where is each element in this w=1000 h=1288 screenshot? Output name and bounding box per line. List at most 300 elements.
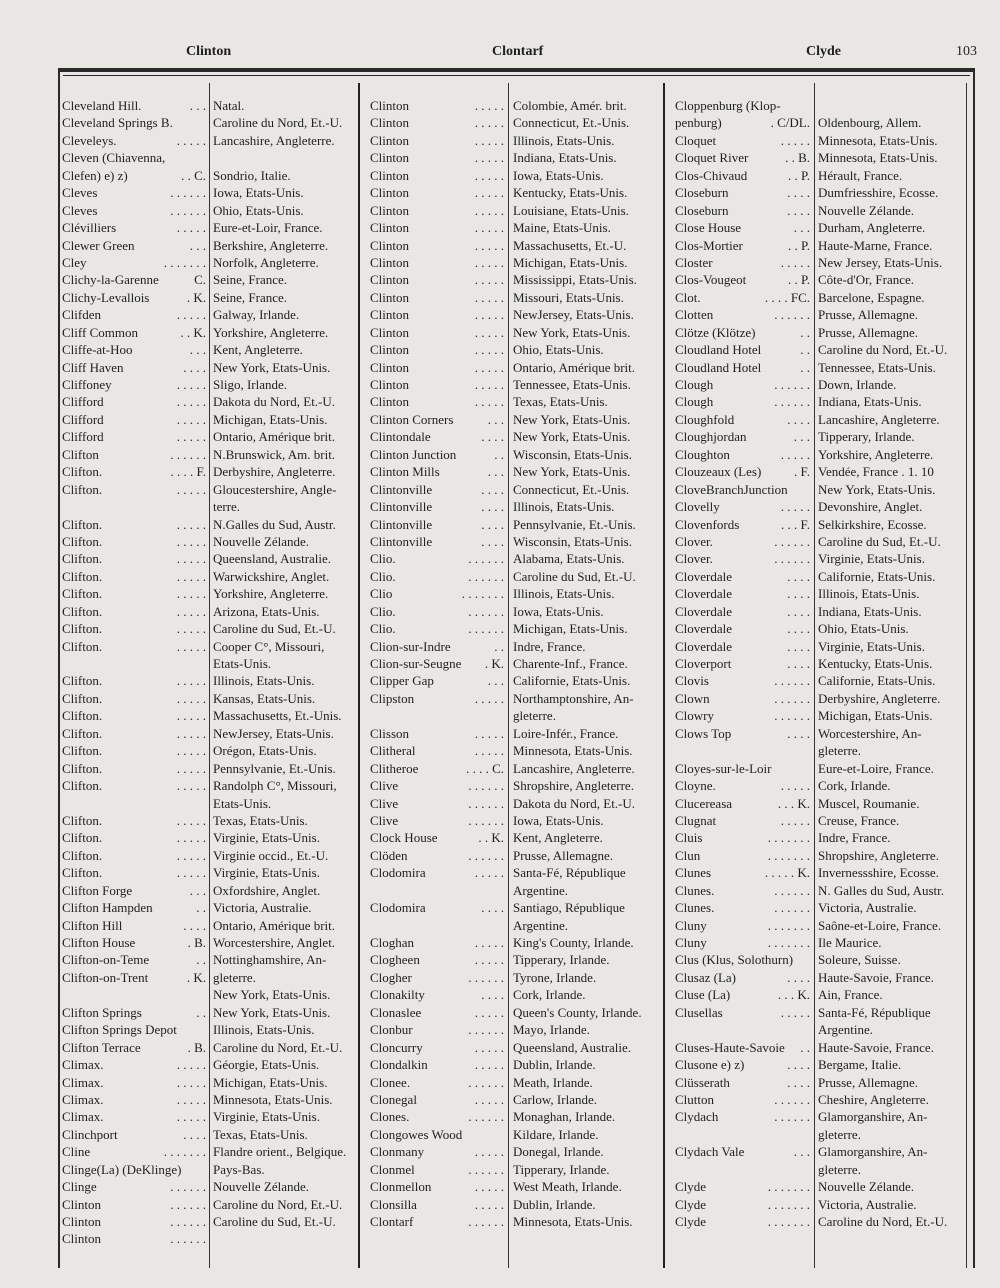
entry-location: Indiana, Etats-Unis. [513,150,617,166]
entry-location: Sondrio, Italie. [213,167,291,183]
entry-location: Queen's County, Irlande. [513,1004,642,1020]
entry-code: . . . . . [176,307,206,323]
entry-name [370,132,504,149]
entry-name [62,1161,206,1178]
leader-dots [409,341,473,358]
entry-code: . . . . . . [774,673,810,689]
entry-name-text: Clisson [370,725,410,741]
entry-location: Ontario, Amérique brit. [213,429,336,445]
leader-dots [409,306,473,323]
leader-dots [713,550,772,567]
entry-name-text: Clintonville [370,499,433,515]
entry-location: Victoria, Australie. [818,1196,917,1212]
entry-code: . . . . . [176,481,206,497]
entry-name [370,254,504,271]
entry-name-text: Clock House [370,830,438,846]
entry-location: Californie, Etats-Unis. [818,673,936,689]
entry-name-text: Clifton. [62,743,103,759]
entry-name [62,202,206,219]
entry-code: . . . K. [777,795,810,811]
entry-name-text: Clinton [370,185,410,201]
entry-name [370,917,504,934]
leader-dots [701,289,763,306]
entry-name-text: Clifton Hill [62,917,123,933]
entry-location: Iowa, Etats-Unis. [213,185,304,201]
entry-code [808,1126,810,1143]
entry-code: . . . [793,429,810,445]
leader-dots [716,812,779,829]
leader-dots [785,1039,798,1056]
leader-dots [409,202,473,219]
entry-location [818,97,964,114]
entry-name [62,829,206,846]
leader-dots [102,603,175,620]
entry-location: Santa-Fé, République [513,865,626,881]
leader-dots [128,167,179,184]
entry-name-text: Cloverport [675,656,732,671]
entry-name [675,1074,810,1091]
entry-name-text: Clugnat [675,812,717,828]
entry-name-text: Clifton. [62,847,103,863]
entry-name [370,498,504,515]
entry-name [370,655,504,672]
entry-location: Saône-et-Loire, France. [818,917,942,933]
entry-name [62,1230,206,1247]
entry-code: . F. [794,464,810,480]
entry-code: . . [800,1039,810,1055]
leader-dots [102,812,175,829]
entry-location: New York, Etats-Unis. [513,464,631,480]
entry-code: . . . . . [176,812,206,828]
entry-name-text: Cloudland Hotel [675,342,762,358]
entry-name [675,917,810,934]
leader-dots [718,1108,772,1125]
leader-dots [118,1126,182,1143]
leader-dots [398,812,466,829]
entry-name [370,219,504,236]
entry-name [370,1004,504,1021]
leader-dots [370,917,502,934]
entry-code: . . . . . . . [461,586,504,602]
entry-location: Virginie, Etats-Unis. [213,865,320,881]
page-number: 103 [956,44,977,59]
entry-name [675,638,810,655]
entry-location: Down, Irlande. [818,377,897,392]
leader-dots [177,1021,204,1038]
leader-dots [102,516,175,533]
entry-location: Kent, Angleterre. [213,342,303,358]
entry-location: Iowa, Etats-Unis. [513,603,604,619]
leader-dots [102,725,175,742]
entry-location: Caroline du Nord, Et.-U. [213,1039,343,1055]
entry-name [675,655,810,672]
entry-name [62,899,206,916]
leader-dots [431,1178,472,1195]
entry-name [62,655,206,672]
entry-name-text: Clifton Terrace [62,1039,141,1055]
entry-code: . . . . . [176,690,206,706]
entry-name [370,585,504,602]
entry-code: . . . [189,237,206,253]
entry-location: Illinois, Etats-Unis. [513,499,615,515]
entry-location: Kildare, Irlande. [513,1126,599,1142]
entry-name-text: Clontarf [370,1214,414,1229]
entry-location: Meath, Irlande. [513,1074,593,1090]
entry-location: Yorkshire, Angleterre. [818,446,934,462]
entry-name [370,1039,504,1056]
leader-dots [720,498,779,515]
leader-dots [417,1196,473,1213]
entry-code: . . . . . [176,865,206,881]
entry-location: gleterre. [818,743,861,759]
entry-location: Haute-Marne, France. [818,237,933,253]
entry-name [62,428,206,445]
leader-dots [714,882,772,899]
entry-code: . . . . . . [468,969,504,985]
entry-name-text: Clifton. [62,708,103,724]
entry-location: Iowa, Etats-Unis. [513,167,604,183]
entry-location: New York, Etats-Unis. [213,1004,331,1020]
entry-location [213,149,357,166]
leader-dots [744,1056,785,1073]
leader-dots [409,114,473,131]
entry-code: . . . . [481,533,504,549]
entry-code [808,742,810,759]
entry-name-text: Clonaslee [370,1004,422,1020]
leader-dots [149,289,184,306]
entry-name [370,1091,504,1108]
entry-code: . . . . . [474,115,504,131]
entry-name [62,707,206,724]
entry-location: New Jersey, Etats-Unis. [818,254,943,270]
entry-name-text: Clouzeaux (Les) [675,464,762,480]
entry-code [808,951,810,968]
entry-name [370,516,504,533]
entry-code: . . . . . [474,167,504,183]
entry-name [370,1213,504,1230]
entry-name-text: Clichy-la-Garenne [62,272,159,288]
leader-dots [714,899,772,916]
entry-code: . . . . . [176,220,206,236]
leader-dots [409,97,473,114]
entry-location: Ohio, Etats-Unis. [513,342,604,358]
entry-location: Pays-Bas. [213,1161,265,1177]
entry-code: . . . . . [474,865,504,881]
entry-code: . . . . . . [468,1109,504,1125]
entry-name-text: Clusellas [675,1004,723,1020]
entry-location: Invernessshire, Ecosse. [818,865,939,881]
leader-dots [747,428,792,445]
leader-dots [409,725,473,742]
entry-name-text: Climax. [62,1109,104,1125]
entry-code: . . . . . . [170,446,206,462]
entry-code: . . . . . . [774,708,810,724]
entry-name [62,289,206,306]
leader-dots [732,638,785,655]
entry-code: . . . . . [176,429,206,445]
entry-location: Tennessee, Etats-Unis. [818,359,936,375]
entry-code: . . . . . . [468,603,504,619]
entry-name-text: Clinton [62,1231,102,1247]
entry-code: . . . . . [474,1144,504,1160]
entry-name [675,516,810,533]
entry-name [675,951,810,968]
entry-name-text: Clonsilla [370,1196,417,1212]
entry-code: . . . . C. [466,760,504,776]
entry-name-text: Clintonville [370,516,433,532]
entry-code: . . . . . [474,185,504,201]
entry-name-text: Clinton [370,272,410,288]
entry-code: . . [196,952,206,968]
entry-name [370,271,504,288]
entry-location: Victoria, Australie. [818,900,917,916]
entry-location: Creuse, France. [818,812,900,828]
leader-dots [706,1196,766,1213]
entry-location: Durham, Angleterre. [818,220,926,236]
entry-location: Kentucky, Etats-Unis. [818,656,933,671]
entry-name-text: Clinge(La) (DeKlinge) [62,1161,182,1177]
entry-name [675,725,810,742]
entry-name [62,951,206,968]
entry-code: . . . . . . [468,778,504,794]
entry-code: . . . . . . [774,533,810,549]
entry-name [675,1108,810,1125]
leader-dots [423,1039,473,1056]
entry-name [675,899,810,916]
entry-location: Minnesota, Etats-Unis. [818,150,938,166]
entry-name [370,550,504,567]
entry-name [675,864,810,881]
entry-name-text: Cleven (Chiavenna, [62,150,166,166]
entry-code: . . . . . [474,1196,504,1212]
entry-location: Illinois, Etats-Unis. [513,132,615,148]
entry-code: . . . . . . . [767,1214,810,1229]
leader-dots [409,1108,466,1125]
entry-name-text: Clusone e) z) [675,1057,745,1073]
entry-code: . . . . . [176,847,206,863]
entry-code [204,149,206,166]
entry-code: . . . . . . [468,551,504,567]
leader-dots [730,446,779,463]
entry-name-text: Clydach [675,1109,719,1125]
entry-name-text: Clifton. [62,690,103,706]
entry-code: . . . . . [176,621,206,637]
entry-location: Connecticut, Et.-Unis. [513,481,630,497]
entry-location: Glamorganshire, An- [818,1109,928,1125]
entry-location: Northamptonshire, An- [513,690,634,706]
entry-location: Nouvelle Zélande. [818,202,915,218]
entry-code: . . . [487,464,504,480]
leader-dots [462,1126,502,1143]
entry-code: . K. [186,969,206,985]
entry-name-text: Cloquet [675,132,717,148]
leader-dots [761,359,798,376]
entry-name-text: Close House [675,220,742,236]
entry-name-text: Clio. [370,603,396,619]
entry-code: . . . . [787,202,810,218]
entry-name [675,324,810,341]
entry-name-text: Cleveland Springs B. [62,115,173,131]
entry-code [808,1161,810,1178]
entry-location: Indiana, Etats-Unis. [818,603,922,619]
leader-dots [112,376,175,393]
entry-name [370,114,504,131]
leader-dots [104,1074,175,1091]
leader-dots [416,742,473,759]
entry-name-text: Clio [370,586,393,602]
entry-name-text: Cloppenburg (Klop- [675,98,781,113]
entry-code: . . . [793,1144,810,1160]
entry-code: . . . . . [474,743,504,759]
entry-name-text: Cloghan [370,935,415,950]
entry-name-text: Clifton. [62,760,103,776]
entry-code: . . . . . [474,237,504,253]
entry-name-text: Clive [370,812,399,828]
running-head-right: Clyde [806,44,841,59]
entry-code [808,1021,810,1038]
entry-name-text: Clinton [370,202,410,218]
entry-name [675,271,810,288]
entry-name [370,899,504,916]
leader-dots [148,969,185,986]
entry-name [370,795,504,812]
leader-dots [744,1143,791,1160]
entry-location: Carlow, Irlande. [513,1091,597,1107]
entry-code [204,498,206,515]
entry-code: . . . . . [474,289,504,305]
entry-location: New York, Etats-Unis. [213,987,331,1003]
leader-dots [122,917,181,934]
entry-code: . . . . . [780,132,810,148]
entry-location: Nouvelle Zélande. [213,1179,310,1195]
entry-name [370,97,504,114]
entry-code: . . . . . [780,778,810,794]
entry-name [62,986,206,1003]
entry-location: Galway, Irlande. [213,307,300,323]
entry-code: . . . . [183,917,206,933]
entry-code: . . [494,446,504,462]
entry-name [675,1143,810,1160]
entry-location: Prusse, Allemagne. [513,847,614,863]
entry-name [62,725,206,742]
entry-location: Eure-et-Loir, France. [213,220,323,236]
entry-location: Queensland, Australie. [213,551,332,567]
entry-name-text: Clunes. [675,900,715,916]
entry-name [370,986,504,1003]
leader-dots [713,306,772,323]
entry-name [675,1039,810,1056]
entry-name-text: Clifton. [62,865,103,881]
entry-name-text: Cluse (La) [675,987,731,1003]
entry-code: . . . . . . [774,1109,810,1125]
entry-name [370,306,504,323]
entry-name [62,498,206,515]
entry-code: . . . . . . [774,882,810,898]
entry-location: Michigan, Etats-Unis. [213,1074,328,1090]
entry-name [370,376,504,393]
entry-name [62,516,206,533]
leader-dots [90,1143,162,1160]
leader-dots [756,324,799,341]
leader-dots [675,1126,808,1143]
entry-name [675,97,810,114]
entry-name-text: Cliffe-at-Hoo [62,342,133,358]
leader-dots [700,847,765,864]
entry-location: Kent, Angleterre. [513,830,603,846]
entry-code: . . . . . [176,568,206,584]
entry-name [675,1021,810,1038]
entry-name-text: Clifden [62,307,101,323]
leader-dots [426,864,473,881]
leader-dots [392,585,459,602]
entry-code: . . . K. [777,987,810,1003]
entry-name [675,1056,810,1073]
entry-code [204,655,206,672]
entry-code: . . . . . . [170,185,206,201]
entry-name [675,533,810,550]
entry-name-text: Clifton-on-Teme [62,952,150,968]
entry-name-text: Climax. [62,1091,104,1107]
entry-name-text: Cleveland Hill. [62,98,142,113]
entry-code: . . . . . . [170,1214,206,1229]
entry-code: . B. [187,935,206,950]
entry-code: . . . . . [474,690,504,706]
entry-location: Seine, France. [213,272,288,288]
column-rule [508,83,509,1268]
entry-name-text: Clifton [62,446,99,462]
entry-name-text: Clones. [370,1109,410,1125]
entry-location: Massachusetts, Et.-U. [513,237,627,253]
entry-name [62,1213,206,1230]
entry-code: . . . . . [474,272,504,288]
leader-dots [421,1004,472,1021]
entry-name [370,725,504,742]
leader-dots [104,1108,175,1125]
entry-name [62,568,206,585]
leader-dots [461,655,482,672]
entry-name [62,795,206,812]
leader-dots [102,847,175,864]
leader-dots [135,934,185,951]
running-head-left: Clinton [186,44,232,59]
entry-name-text: Closeburn [675,202,729,218]
entry-location: Caroline du Sud, Et.-U. [213,621,336,637]
entry-code: . . . . [183,359,206,375]
entry-code: . . . [189,882,206,898]
leader-dots [714,707,772,724]
entry-location: Ontario, Amérique brit. [513,359,636,375]
entry-location: gleterre. [213,969,256,985]
leader-dots [732,603,785,620]
entry-code: . . . . . [176,516,206,532]
entry-code: . . . . . . [468,621,504,637]
entry-name [675,550,810,567]
entry-location: Soleure, Suisse. [818,952,901,968]
entry-location: Warwickshire, Anglet. [213,568,330,584]
entry-code: . . . . . [176,586,206,602]
leader-dots [409,184,473,201]
entry-name [62,847,206,864]
entry-code: . . . . [481,516,504,532]
leader-dots [398,777,466,794]
leader-dots [431,428,480,445]
entry-location: Minnesota, Etats-Unis. [818,132,938,148]
entry-name-text: Clifton. [62,638,103,654]
leader-dots [165,149,204,166]
leader-dots [102,760,175,777]
entry-name [675,341,810,358]
entry-location: Tipperary, Irlande. [513,952,610,968]
